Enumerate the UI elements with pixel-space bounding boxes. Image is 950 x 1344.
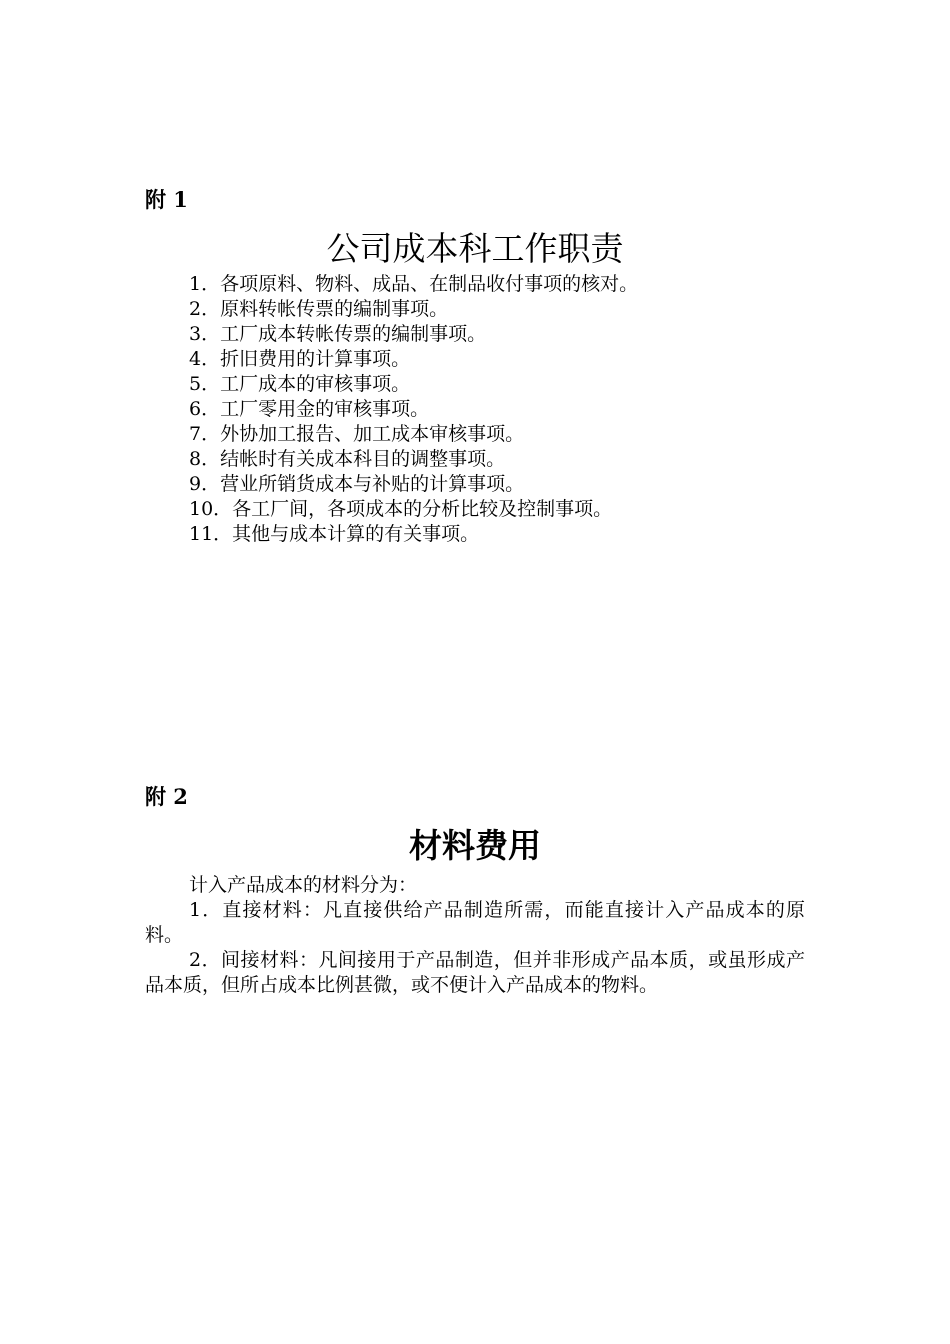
list-item: 10．各工厂间，各项成本的分析比较及控制事项。	[189, 498, 613, 520]
list-item: 2．原料转帐传票的编制事项。	[189, 298, 449, 320]
list-item: 7．外协加工报告、加工成本审核事项。	[189, 423, 525, 445]
list-item: 8．结帐时有关成本科目的调整事项。	[189, 448, 506, 470]
duty-list	[189, 272, 638, 547]
list-item: 5．工厂成本的审核事项。	[189, 373, 411, 395]
list-item: 9．营业所销货成本与补贴的计算事项。	[189, 473, 525, 495]
appendix-1-label: 附 1	[145, 187, 188, 212]
list-item: 6．工厂零用金的审核事项。	[189, 398, 430, 420]
list-item: 11．其他与成本计算的有关事项。	[189, 523, 480, 545]
material-cost-body	[145, 873, 805, 998]
appendix-1-title: 公司成本科工作职责	[326, 229, 624, 268]
appendix-2-label: 附 2	[145, 784, 188, 809]
intro-paragraph: 计入产品成本的材料分为：	[189, 874, 418, 896]
indirect-material-paragraph: 2．间接材料：凡间接用于产品制造，但并非形成产品本质，或虽形成产品本质，但所占成本比例甚微，或不便计入产品成本的物料。	[145, 949, 805, 996]
appendix-2-title: 材料费用	[409, 826, 541, 865]
direct-material-paragraph: 1．直接材料：凡直接供给产品制造所需，而能直接计入产品成本的原料。	[145, 899, 805, 946]
list-item: 1．各项原料、物料、成品、在制品收付事项的核对。	[189, 273, 639, 295]
list-item: 3．工厂成本转帐传票的编制事项。	[189, 323, 487, 345]
list-item: 4．折旧费用的计算事项。	[189, 348, 411, 370]
